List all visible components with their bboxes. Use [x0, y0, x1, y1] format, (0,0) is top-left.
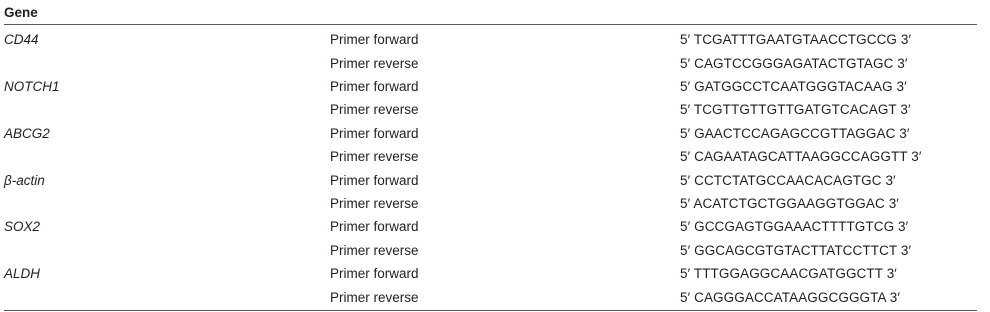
table-header [4, 0, 977, 25]
gene-cell: CD44 [4, 32, 39, 48]
header-primer [330, 0, 680, 25]
primer-cell: Primer reverse [330, 195, 419, 211]
header-gene: Gene [4, 0, 330, 25]
sequence-cell: 5′ TCGATTTGAATGTAACCTGCCG 3′ [680, 32, 912, 48]
sequence-cell: 5′ GATGGCCTCAATGGGTACAAG 3′ [680, 78, 907, 94]
gene-cell [4, 145, 330, 168]
gene-cell [4, 51, 330, 74]
table-row [4, 192, 977, 215]
table-row [4, 25, 977, 52]
primer-cell: Primer reverse [330, 242, 419, 258]
gene-cell: ABCG2 [4, 125, 50, 141]
primer-cell: Primer forward [330, 125, 419, 141]
table-row [4, 215, 977, 238]
sequence-cell: 5′ GCCGAGTGGAAACTTTTGTCG 3′ [680, 219, 909, 235]
table-row [4, 75, 977, 98]
primer-cell: Primer forward [330, 266, 419, 282]
gene-cell [4, 239, 330, 262]
primer-cell: Primer forward [330, 172, 419, 188]
table-row [4, 262, 977, 285]
gene-cell: ALDH [4, 266, 41, 282]
gene-cell [4, 98, 330, 121]
gene-cell: SOX2 [4, 219, 41, 235]
sequence-cell: 5′ CAGAATAGCATTAAGGCCAGGTT 3′ [680, 149, 922, 165]
sequence-cell: 5′ TTTGGAGGCAACGATGGCTT 3′ [680, 266, 897, 282]
primer-cell: Primer forward [330, 32, 419, 48]
primer-table [4, 0, 977, 311]
gene-cell [4, 192, 330, 215]
header-row [4, 0, 977, 25]
sequence-cell: 5′ CAGGGACCATAAGGCGGGTA 3′ [680, 285, 977, 311]
sequence-cell: 5′ TCGTTGTTGTTGATGTCACAGT 3′ [680, 102, 911, 118]
table-row [4, 145, 977, 168]
sequence-cell: 5′ CCTCTATGCCAACACAGTGC 3′ [680, 172, 896, 188]
primer-cell: Primer reverse [330, 55, 419, 71]
sequence-cell: 5′ GAACTCCAGAGCCGTTAGGAC 3′ [680, 125, 910, 141]
table-row [4, 239, 977, 262]
table-row [4, 285, 977, 311]
primer-cell: Primer reverse [330, 102, 419, 118]
sequence-cell: 5′ CAGTCCGGGAGATACTGTAGC 3′ [680, 55, 908, 71]
primer-cell: Primer reverse [330, 285, 680, 311]
table-row [4, 168, 977, 191]
sequence-cell: 5′ ACATCTGCTGGAAGGTGGAC 3′ [680, 195, 899, 211]
gene-cell: β-actin [4, 172, 45, 188]
table-body [4, 25, 977, 311]
header-sequence [680, 0, 977, 25]
primer-cell: Primer forward [330, 219, 419, 235]
table-row [4, 98, 977, 121]
sequence-cell: 5′ GGCAGCGTGTACTTATCCTTCT 3′ [680, 242, 912, 258]
gene-cell: NOTCH1 [4, 78, 60, 94]
table-row [4, 122, 977, 145]
gene-cell [4, 285, 330, 311]
table-row [4, 51, 977, 74]
primer-cell: Primer forward [330, 78, 419, 94]
primer-cell: Primer reverse [330, 149, 419, 165]
